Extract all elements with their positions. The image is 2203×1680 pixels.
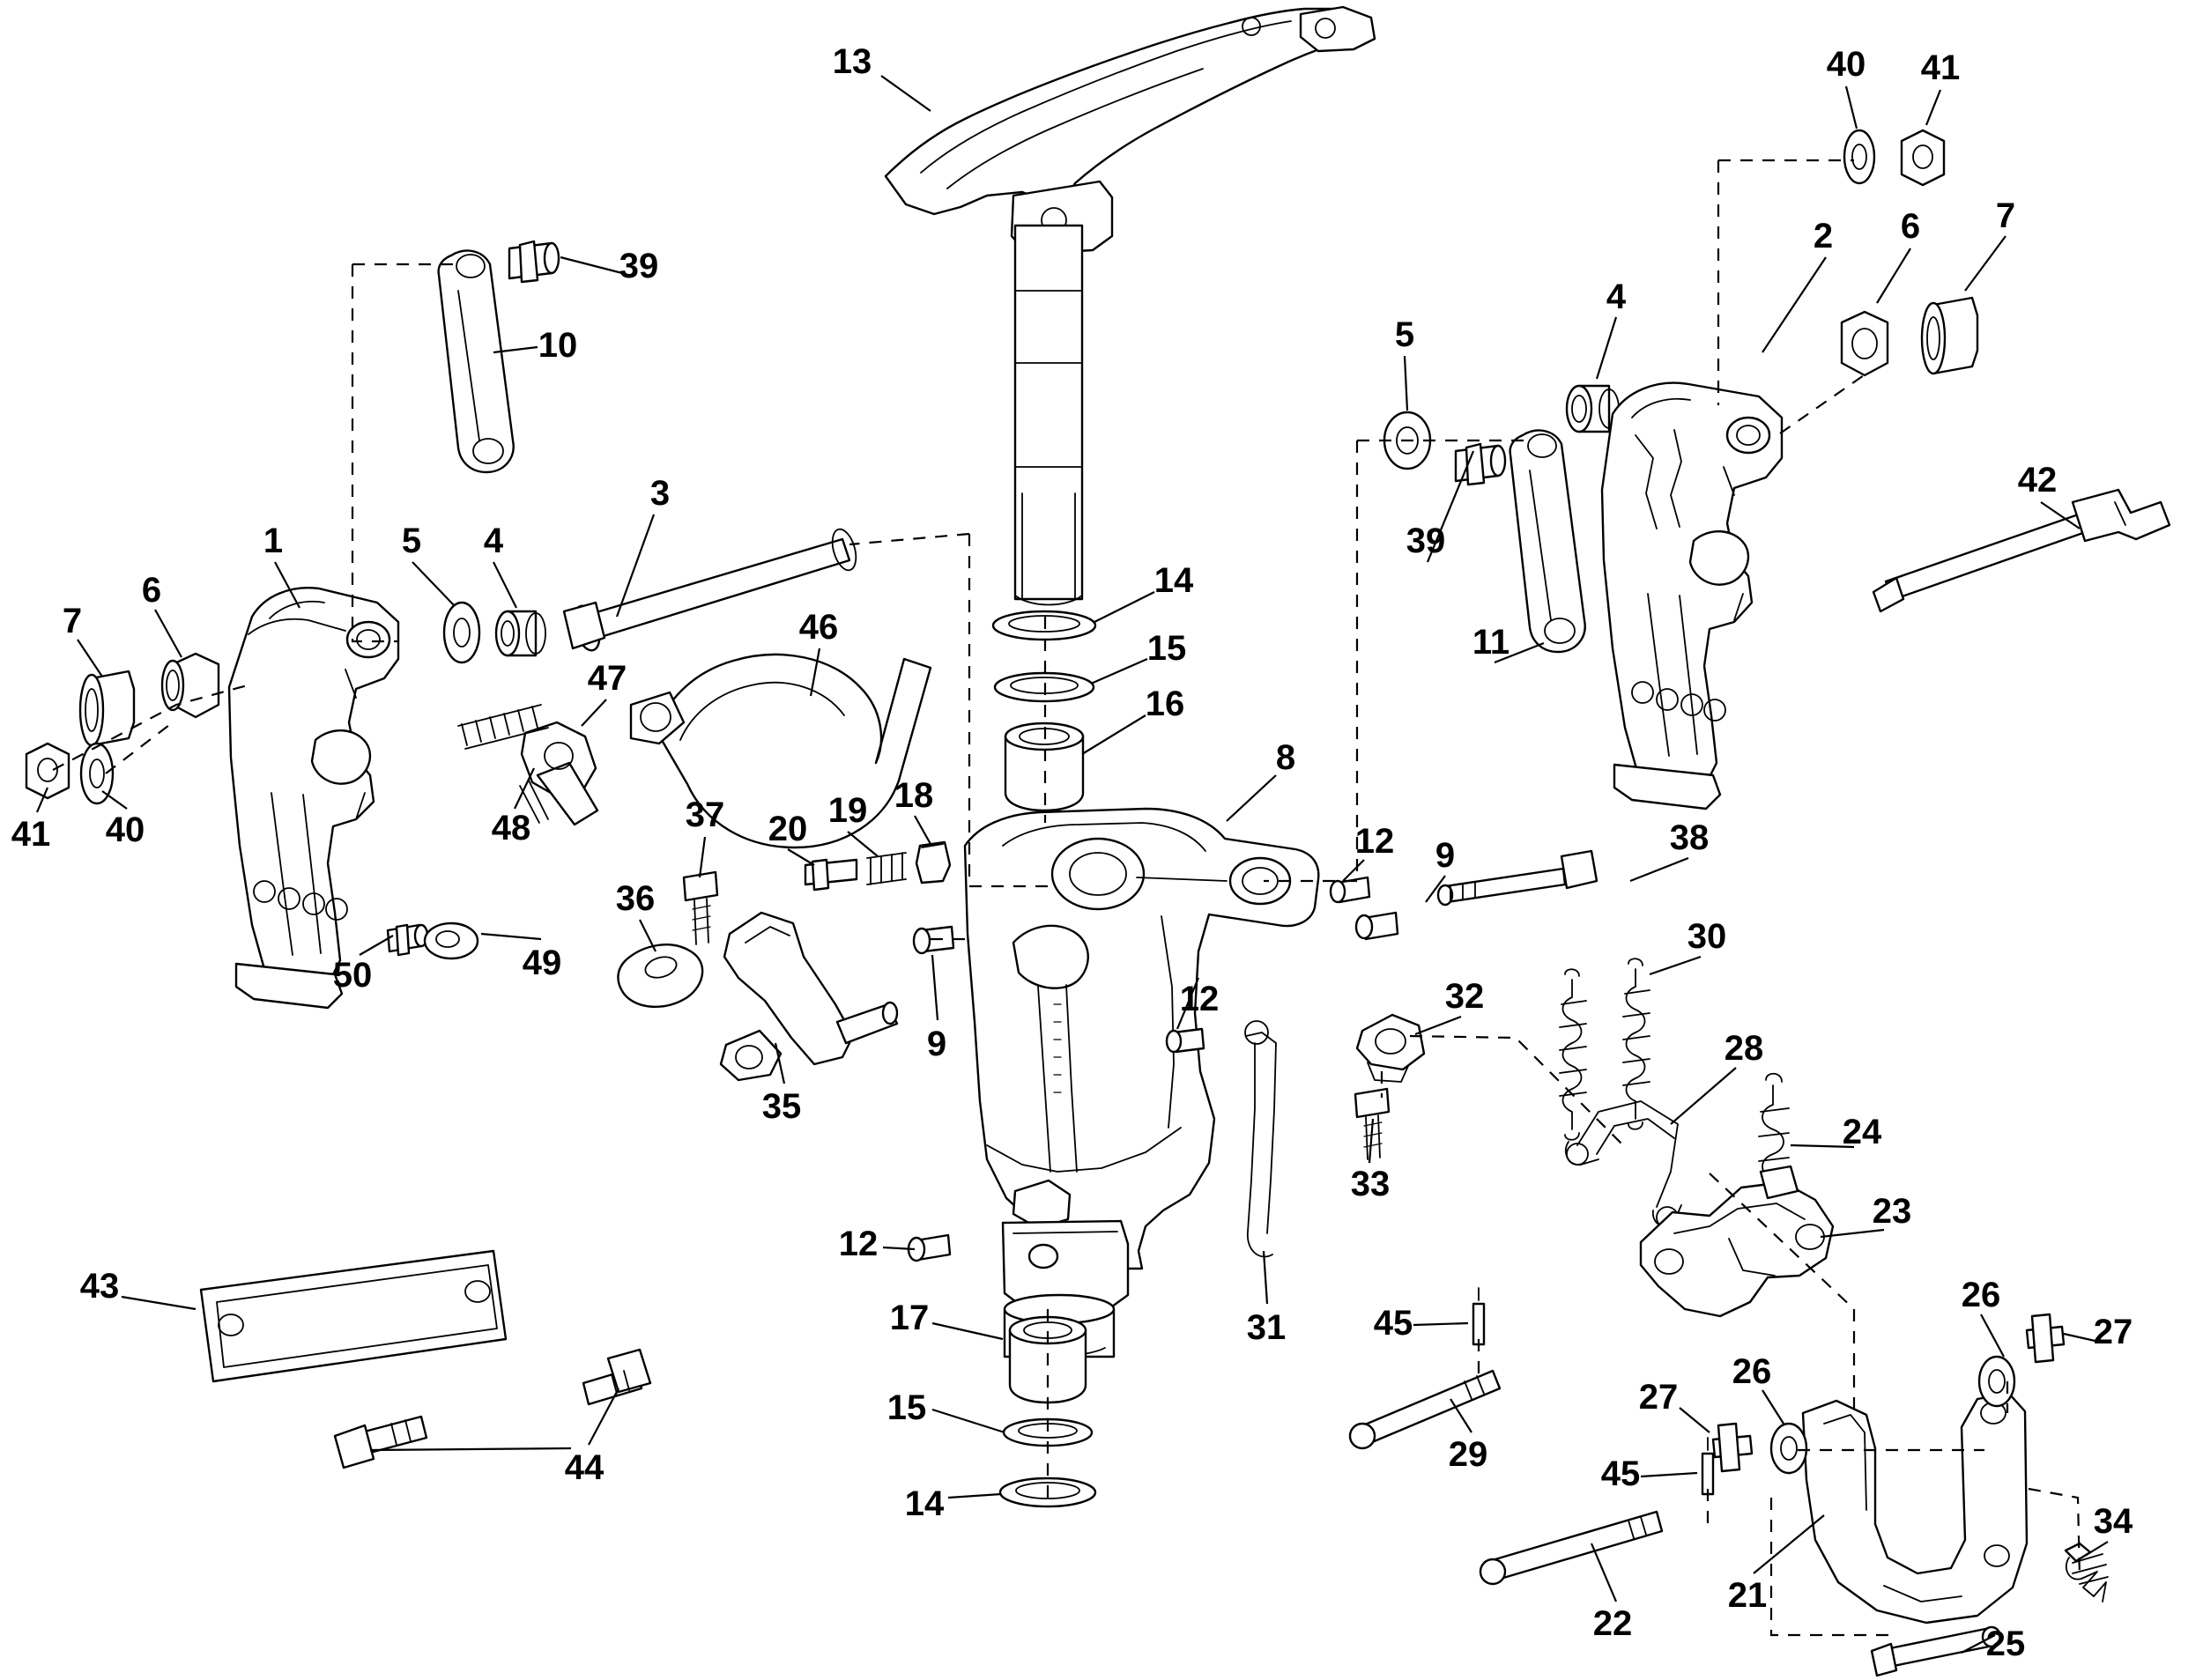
part-5-left-washer <box>444 603 479 662</box>
callout-17: 17 <box>889 1299 930 1337</box>
callout-25: 25 <box>1985 1624 2026 1663</box>
part-21-lock-bracket <box>1803 1394 2027 1623</box>
callout-15-bottom: 15 <box>886 1388 927 1427</box>
callout-10: 10 <box>538 326 578 365</box>
part-44-bolt-left <box>335 1417 427 1468</box>
callout-28: 28 <box>1724 1029 1764 1068</box>
callout-4-right: 4 <box>1606 278 1627 316</box>
callout-11: 11 <box>1472 623 1510 662</box>
part-1-clamp-bracket-left <box>229 588 398 1008</box>
part-31-rod <box>1245 1021 1276 1256</box>
callout-40-top: 40 <box>1826 45 1866 84</box>
callout-39-right: 39 <box>1406 522 1446 560</box>
callout-4-left: 4 <box>483 522 504 560</box>
part-35-latch-lever <box>721 913 897 1080</box>
part-45-top-pin <box>1473 1288 1484 1344</box>
part-37-screw <box>684 872 717 944</box>
callout-50: 50 <box>332 956 373 995</box>
callout-7-top: 7 <box>1995 196 2016 235</box>
callout-43: 43 <box>79 1267 120 1306</box>
part-18-cap <box>916 842 950 883</box>
part-22-rod <box>1480 1512 1662 1584</box>
callout-12-mid: 12 <box>1179 980 1220 1018</box>
callout-30: 30 <box>1687 917 1727 956</box>
callout-47: 47 <box>587 659 627 698</box>
callout-8: 8 <box>1275 738 1296 777</box>
callout-32: 32 <box>1444 977 1485 1016</box>
part-12-bottom-screw <box>909 1235 950 1261</box>
callout-12-right: 12 <box>1354 822 1395 861</box>
part-6-right-nut <box>1842 312 1888 375</box>
callout-24: 24 <box>1842 1113 1882 1151</box>
callout-20: 20 <box>768 810 808 848</box>
part-50-screw <box>388 925 427 955</box>
part-7-right-bushing <box>1922 298 1977 374</box>
part-30-springs <box>1560 958 1650 1140</box>
part-23-reverse-lock <box>1641 1166 1833 1316</box>
callout-3: 3 <box>649 474 671 513</box>
part-9-right-screw <box>1356 913 1398 939</box>
callout-27-left: 27 <box>1638 1378 1679 1417</box>
callout-21: 21 <box>1727 1576 1768 1615</box>
callout-13: 13 <box>832 42 872 81</box>
part-27-right-screw <box>2027 1314 2064 1362</box>
part-41-right-nut <box>1902 130 1944 185</box>
callout-1: 1 <box>263 522 284 560</box>
callout-38: 38 <box>1669 818 1710 857</box>
part-4-left-collar <box>496 611 545 655</box>
callout-31: 31 <box>1246 1308 1287 1347</box>
callout-9-right: 9 <box>1435 836 1456 875</box>
callout-45-top: 45 <box>1373 1304 1413 1343</box>
part-40-right-washer <box>1844 130 1874 183</box>
callout-29: 29 <box>1448 1435 1488 1474</box>
part-27-left-screw <box>1713 1424 1752 1471</box>
callout-7-left: 7 <box>62 602 83 640</box>
part-11-tilt-link-right <box>1510 431 1585 652</box>
callout-34: 34 <box>2093 1502 2133 1541</box>
part-39-right-bolt <box>1456 444 1505 485</box>
callout-26-left: 26 <box>1732 1352 1772 1391</box>
part-34-clip <box>2066 1543 2108 1602</box>
part-28-wire-link <box>1566 1101 1681 1228</box>
part-7-left-bushing <box>80 671 134 745</box>
callout-48: 48 <box>491 809 531 847</box>
callout-22: 22 <box>1592 1604 1633 1643</box>
callout-18: 18 <box>894 776 934 815</box>
part-2-clamp-bracket-right <box>1602 383 1782 809</box>
part-32-clamp-block <box>1357 1015 1424 1082</box>
callout-37: 37 <box>685 796 725 834</box>
part-39-left-bolt <box>509 241 559 282</box>
callout-41-left: 41 <box>11 815 51 854</box>
part-26-right-bushing <box>1979 1357 2014 1406</box>
callout-41-top: 41 <box>1920 48 1961 87</box>
callout-40-left: 40 <box>105 810 145 849</box>
part-19-spring <box>867 853 906 884</box>
part-45-bottom-pin <box>1702 1438 1713 1494</box>
part-44-bolt-right <box>583 1350 650 1404</box>
part-26-left-bushing <box>1771 1424 1806 1473</box>
callout-16: 16 <box>1145 685 1185 723</box>
callout-5-right: 5 <box>1394 315 1415 354</box>
callout-49: 49 <box>522 944 562 982</box>
part-12-mid-screw <box>1167 1029 1204 1052</box>
part-43-plate <box>201 1251 506 1381</box>
callout-23: 23 <box>1872 1192 1912 1231</box>
callout-39-left: 39 <box>619 247 659 285</box>
callout-36: 36 <box>615 879 656 918</box>
callout-27-right: 27 <box>2093 1313 2133 1351</box>
part-36-pad <box>618 944 702 1007</box>
callout-2: 2 <box>1813 217 1834 255</box>
callout-12-bottom: 12 <box>838 1225 879 1263</box>
callout-15-top: 15 <box>1146 629 1187 668</box>
part-38-long-bolt <box>1438 851 1597 905</box>
callout-26-right: 26 <box>1961 1276 2001 1314</box>
callout-44: 44 <box>564 1448 605 1487</box>
callout-46: 46 <box>798 608 839 647</box>
callout-6-left: 6 <box>141 571 162 610</box>
callout-42: 42 <box>2017 461 2058 500</box>
part-42-tilt-rod <box>1873 490 2170 611</box>
callout-6-top: 6 <box>1900 207 1921 246</box>
part-13-upper-bracket <box>886 7 1375 605</box>
part-49-washer <box>425 923 478 958</box>
callout-9-left: 9 <box>926 1025 947 1063</box>
callout-14-top: 14 <box>1153 561 1194 600</box>
callout-45-bottom: 45 <box>1600 1454 1641 1493</box>
part-10-tilt-link-left <box>439 251 514 472</box>
callout-33: 33 <box>1350 1165 1391 1203</box>
callout-5-left: 5 <box>401 522 422 560</box>
callout-19: 19 <box>827 791 868 830</box>
part-25-bolt <box>1872 1627 2000 1676</box>
callout-14-bottom: 14 <box>904 1484 945 1523</box>
callout-35: 35 <box>761 1087 802 1126</box>
